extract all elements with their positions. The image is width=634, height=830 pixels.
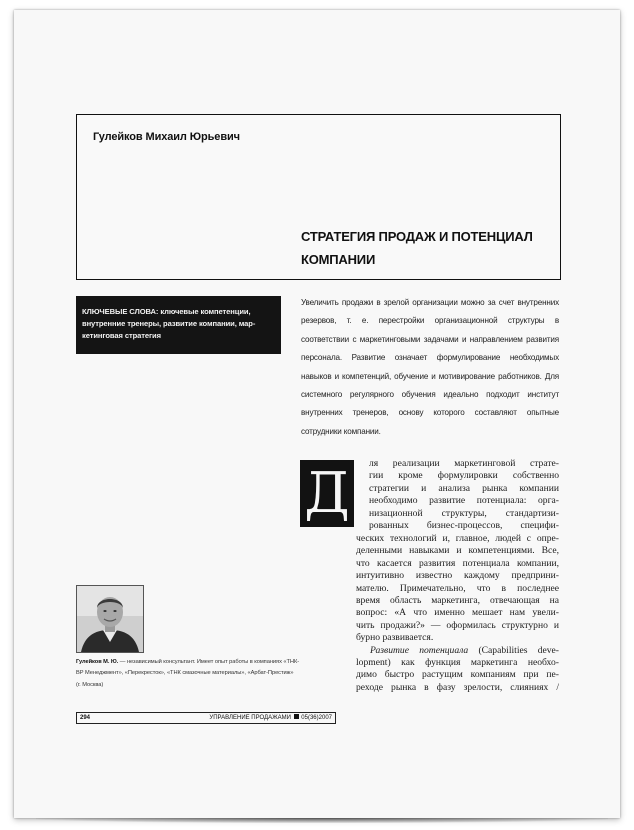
author-photo [76,585,144,653]
body-line: димо быстро растущим компаниям при пе- [356,669,559,681]
body-line: чить продажи?» — оформилась структурно и [356,619,559,631]
body-line: реходе рынка в фазу зрелости, слияниях / [356,681,559,693]
page-content [14,10,620,818]
article-title [301,225,551,271]
journal-issue: 05(36)2007 [301,715,332,721]
author-name: Гулейков Михаил Юрьевич [93,131,240,143]
bio-line-2: ВР Менеджмент», «Перекресток», «ТНК смазочные материалы», «Арбат-Престиж» [76,670,294,677]
keywords-text [82,306,275,342]
lead-paragraph: Увеличить продажи в зрелой организации можно за счет внутренних резервов, т. е. перестройки организационной структуры в соответствии с маркетинговыми задачами и направлением развития персонала. Развитие означает формулирование необходимых навыков и компетенций, обучение и мотивирование работников. Для системного регулярного обучения идеально подходит институт внутренних тренеров, основу которого составляют опытные сотрудники компании. [301,298,559,436]
body-line: что касается развития потенциала компании, [356,557,559,569]
author-portrait-icon [77,586,143,652]
body-line: деленными навыками и компетенциями. Все, [356,545,559,557]
body-line-rest: (Capabilities deve- [468,644,560,656]
keywords-line-3: кетинговая стратегия [82,331,161,340]
bio-line-1-rest: — независимый консультант. Имеет опыт работы в компаниях «ТНК- [118,659,300,665]
bio-line-3: (г. Москва) [76,681,104,688]
body-line: рованных бизнес-процессов, специфи- [369,520,559,532]
drop-cap: Д [300,460,354,527]
italic-term: Развитие потенциала [370,644,469,656]
body-line: ля реализации маркетинговой страте- [369,458,559,469]
body-line: мателю. Примечательно, что в последнее [356,582,559,594]
body-line: время область маркетинга, отвечающая на [356,595,559,607]
magazine-page [14,10,620,818]
body-line: гии кроме формулировки собственно [369,470,559,482]
body-line: бурно развивается. [356,632,434,644]
bio-name: Гулейков М. Ю. [76,659,119,665]
page-number: 294 [80,715,91,721]
body-text-main [356,533,559,694]
keywords-box [76,296,281,354]
body-line: необходимо развитие потенциала: орга- [369,495,559,507]
journal-info [209,713,332,723]
body-line: lopment) как функция маркетинга необхо- [356,657,559,669]
author-bio [76,657,336,691]
article-header [76,114,561,280]
body-line: вопрос: «А что именно мешает нам увели- [356,607,559,619]
body-line: низационной структуры, стандартизи- [369,507,559,519]
body-line: ческих технологий и, главное, людей с опре- [356,533,559,544]
keywords-line-1: КЛЮЧЕВЫЕ СЛОВА: ключевые компетенции, [82,307,251,316]
body-text-top [369,458,559,532]
article-title-line-1: СТРАТЕГИЯ ПРОДАЖ И ПОТЕНЦИАЛ [301,229,533,244]
page-footer [76,712,336,724]
body-line-para2-first [356,645,559,657]
body-line: интуитивно известно каждому предприни- [356,570,559,582]
separator-square-icon [294,714,299,719]
article-title-line-2: КОМПАНИИ [301,252,376,267]
keywords-line-2: внутренние тренеры, развитие компании, мар- [82,319,256,328]
body-line: стратегии и анализа рынка компании [369,482,559,494]
journal-name: УПРАВЛЕНИЕ ПРОДАЖАМИ [209,715,291,721]
bio-line-1 [76,657,336,668]
